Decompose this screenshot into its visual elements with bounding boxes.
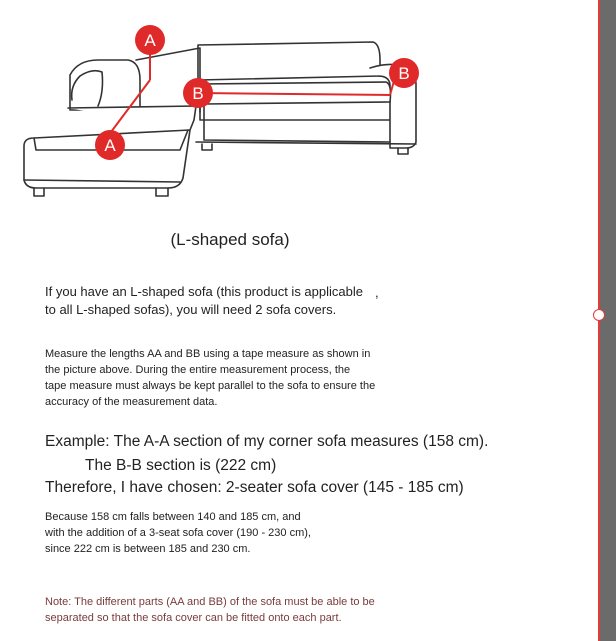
intro-paragraph xyxy=(45,283,395,319)
scroll-handle[interactable] xyxy=(593,309,605,321)
marker-a-top-label: A xyxy=(144,31,156,50)
sofa-outline xyxy=(24,42,416,196)
vertical-scrollbar[interactable] xyxy=(598,0,616,641)
explanation-line: with the addition of a 3-seat sofa cover (190 - 230 cm), xyxy=(45,527,311,539)
intro-line: to all L-shaped sofas), you will need 2 sofa covers. xyxy=(45,302,337,317)
note-line: Note: The different parts (AA and BB) of the sofa must be able to be xyxy=(45,596,375,608)
marker-b-right-label: B xyxy=(398,64,410,83)
l-shaped-sofa-illustration xyxy=(18,20,438,210)
instruction-line: Measure the lengths AA and BB using a tape measure as shown in xyxy=(45,348,371,360)
instruction-line: tape measure must always be kept parallel to the sofa to ensure the xyxy=(45,380,376,392)
marker-a-top xyxy=(135,25,165,55)
stray-comma: , xyxy=(375,285,379,300)
marker-b-left xyxy=(183,78,213,108)
example-line-aa: Example: The A-A section of my corner sofa measures (158 cm). xyxy=(45,433,489,450)
marker-a-bottom-label: A xyxy=(104,136,116,155)
instruction-line: accuracy of the measurement data. xyxy=(45,396,218,408)
illustration-caption: (L-shaped sofa) xyxy=(170,230,290,249)
marker-b-left-label: B xyxy=(192,84,204,103)
marker-a-bottom xyxy=(95,130,125,160)
intro-line: If you have an L-shaped sofa (this product is applicable xyxy=(45,284,363,299)
explanation-line: since 222 cm is between 185 and 230 cm. xyxy=(45,543,251,555)
instruction-line: the picture above. During the entire measurement process, the xyxy=(45,364,351,376)
note-line: separated so that the sofa cover can be fitted onto each part. xyxy=(45,612,342,624)
example-line-bb: The B-B section is (222 cm) xyxy=(85,457,277,474)
measurement-instructions xyxy=(45,346,395,410)
note-paragraph xyxy=(45,594,405,626)
marker-b-right xyxy=(389,58,419,88)
example-choice: Therefore, I have chosen: 2-seater sofa cover (145 - 185 cm) xyxy=(45,479,464,496)
explanation-paragraph xyxy=(45,509,345,557)
explanation-line: Because 158 cm falls between 140 and 185 cm, and xyxy=(45,511,301,523)
